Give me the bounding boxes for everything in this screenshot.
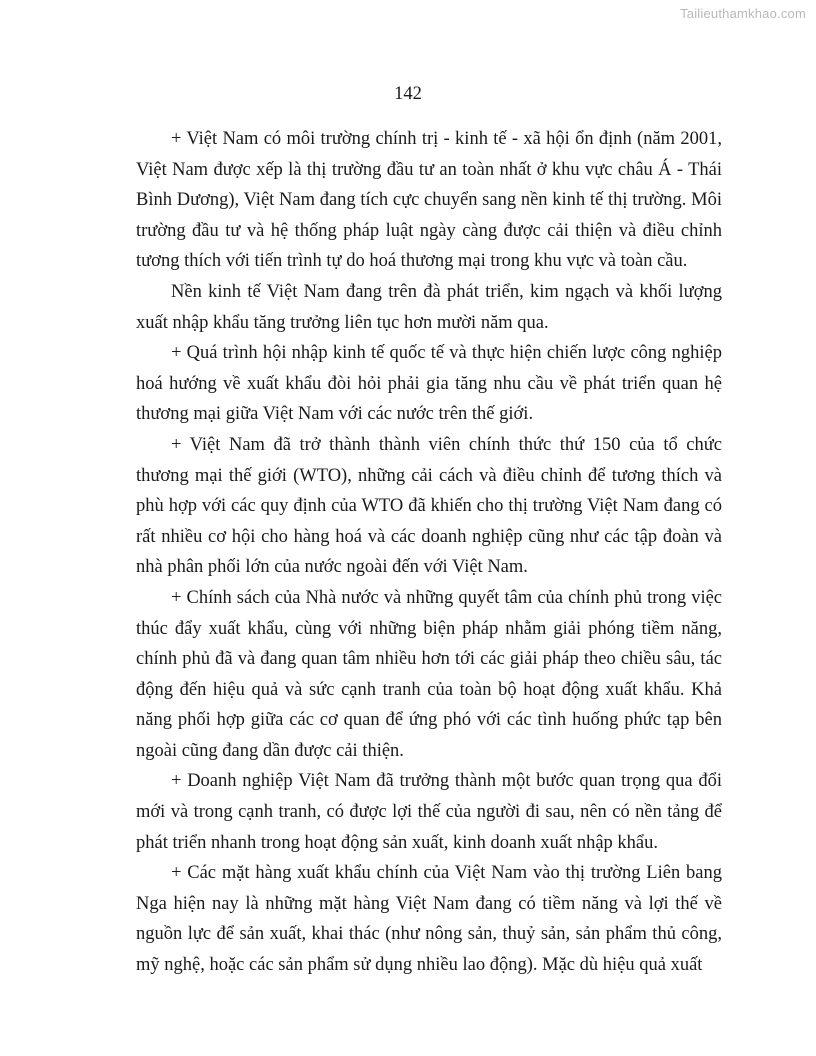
page-number: 142 [394, 84, 422, 104]
paragraph-enterprises: + Doanh nghiệp Việt Nam đã trưởng thành một bước quan trọng qua đổi mới và trong cạnh tranh, có được lợi thế của người đi sau, nên có nền tảng để phát triển nhanh trong hoạt động sản xuất, kinh doanh xuất nhập khẩu. [136, 771, 722, 853]
watermark: Tailieuthamkhao.com [680, 6, 806, 21]
paragraph-export-goods: + Các mặt hàng xuất khẩu chính của Việt Nam vào thị trường Liên bang Nga hiện nay là những mặt hàng Việt Nam đang có tiềm năng và lợi thế về nguồn lực để sản xuất, khai thác (như nông sản, thuỷ sản, sản phẩm thủ công, mỹ nghệ, hoặc các sản phẩm sử dụng nhiều lao động). Mặc dù hiệu quả xuất [136, 863, 722, 976]
paragraph-wto-membership: + Việt Nam đã trở thành thành viên chính thức thứ 150 của tổ chức thương mại thế giới (WTO), những cải cách và điều chỉnh để tương thích và phù hợp với các quy định của WTO đã khiến cho thị trường Việt Nam đang có rất nhiều cơ hội cho hàng hoá và các doanh nghiệp cũng như các tập đoàn và nhà phân phối lớn của nước ngoài đến với Việt Nam. [136, 434, 722, 578]
paragraph-economic-growth: Nền kinh tế Việt Nam đang trên đà phát triển, kim ngạch và khối lượng xuất nhập khẩu tăng trưởng liên tục hơn mười năm qua. [136, 281, 722, 333]
document-body [136, 124, 722, 981]
paragraph-political-stability: + Việt Nam có môi trường chính trị - kinh tế - xã hội ổn định (năm 2001, Việt Nam được xếp là thị trường đầu tư an toàn nhất ở khu vực châu Á - Thái Bình Dương), Việt Nam đang tích cực chuyển sang nền kinh tế thị trường. Môi trường đầu tư và hệ thống pháp luật ngày càng được cải thiện và điều chỉnh tương thích với tiến trình tự do hoá thương mại trong khu vực và toàn cầu. [136, 129, 722, 272]
paragraph-government-policy: + Chính sách của Nhà nước và những quyết tâm của chính phủ trong việc thúc đẩy xuất khẩu, cùng với những biện pháp nhằm giải phóng tiềm năng, chính phủ đã và đang quan tâm nhiều hơn tới các giải pháp theo chiều sâu, tác động đến hiệu quả và sức cạnh tranh của toàn bộ hoạt động xuất khẩu. Khả năng phối hợp giữa các cơ quan để ứng phó với các tình huống phức tạp bên ngoài cũng đang dần được cải thiện. [136, 587, 722, 761]
paragraph-integration: + Quá trình hội nhập kinh tế quốc tế và thực hiện chiến lược công nghiệp hoá hướng về xuất khẩu đòi hỏi phải gia tăng nhu cầu về phát triển quan hệ thương mại giữa Việt Nam với các nước trên thế giới. [136, 343, 722, 425]
